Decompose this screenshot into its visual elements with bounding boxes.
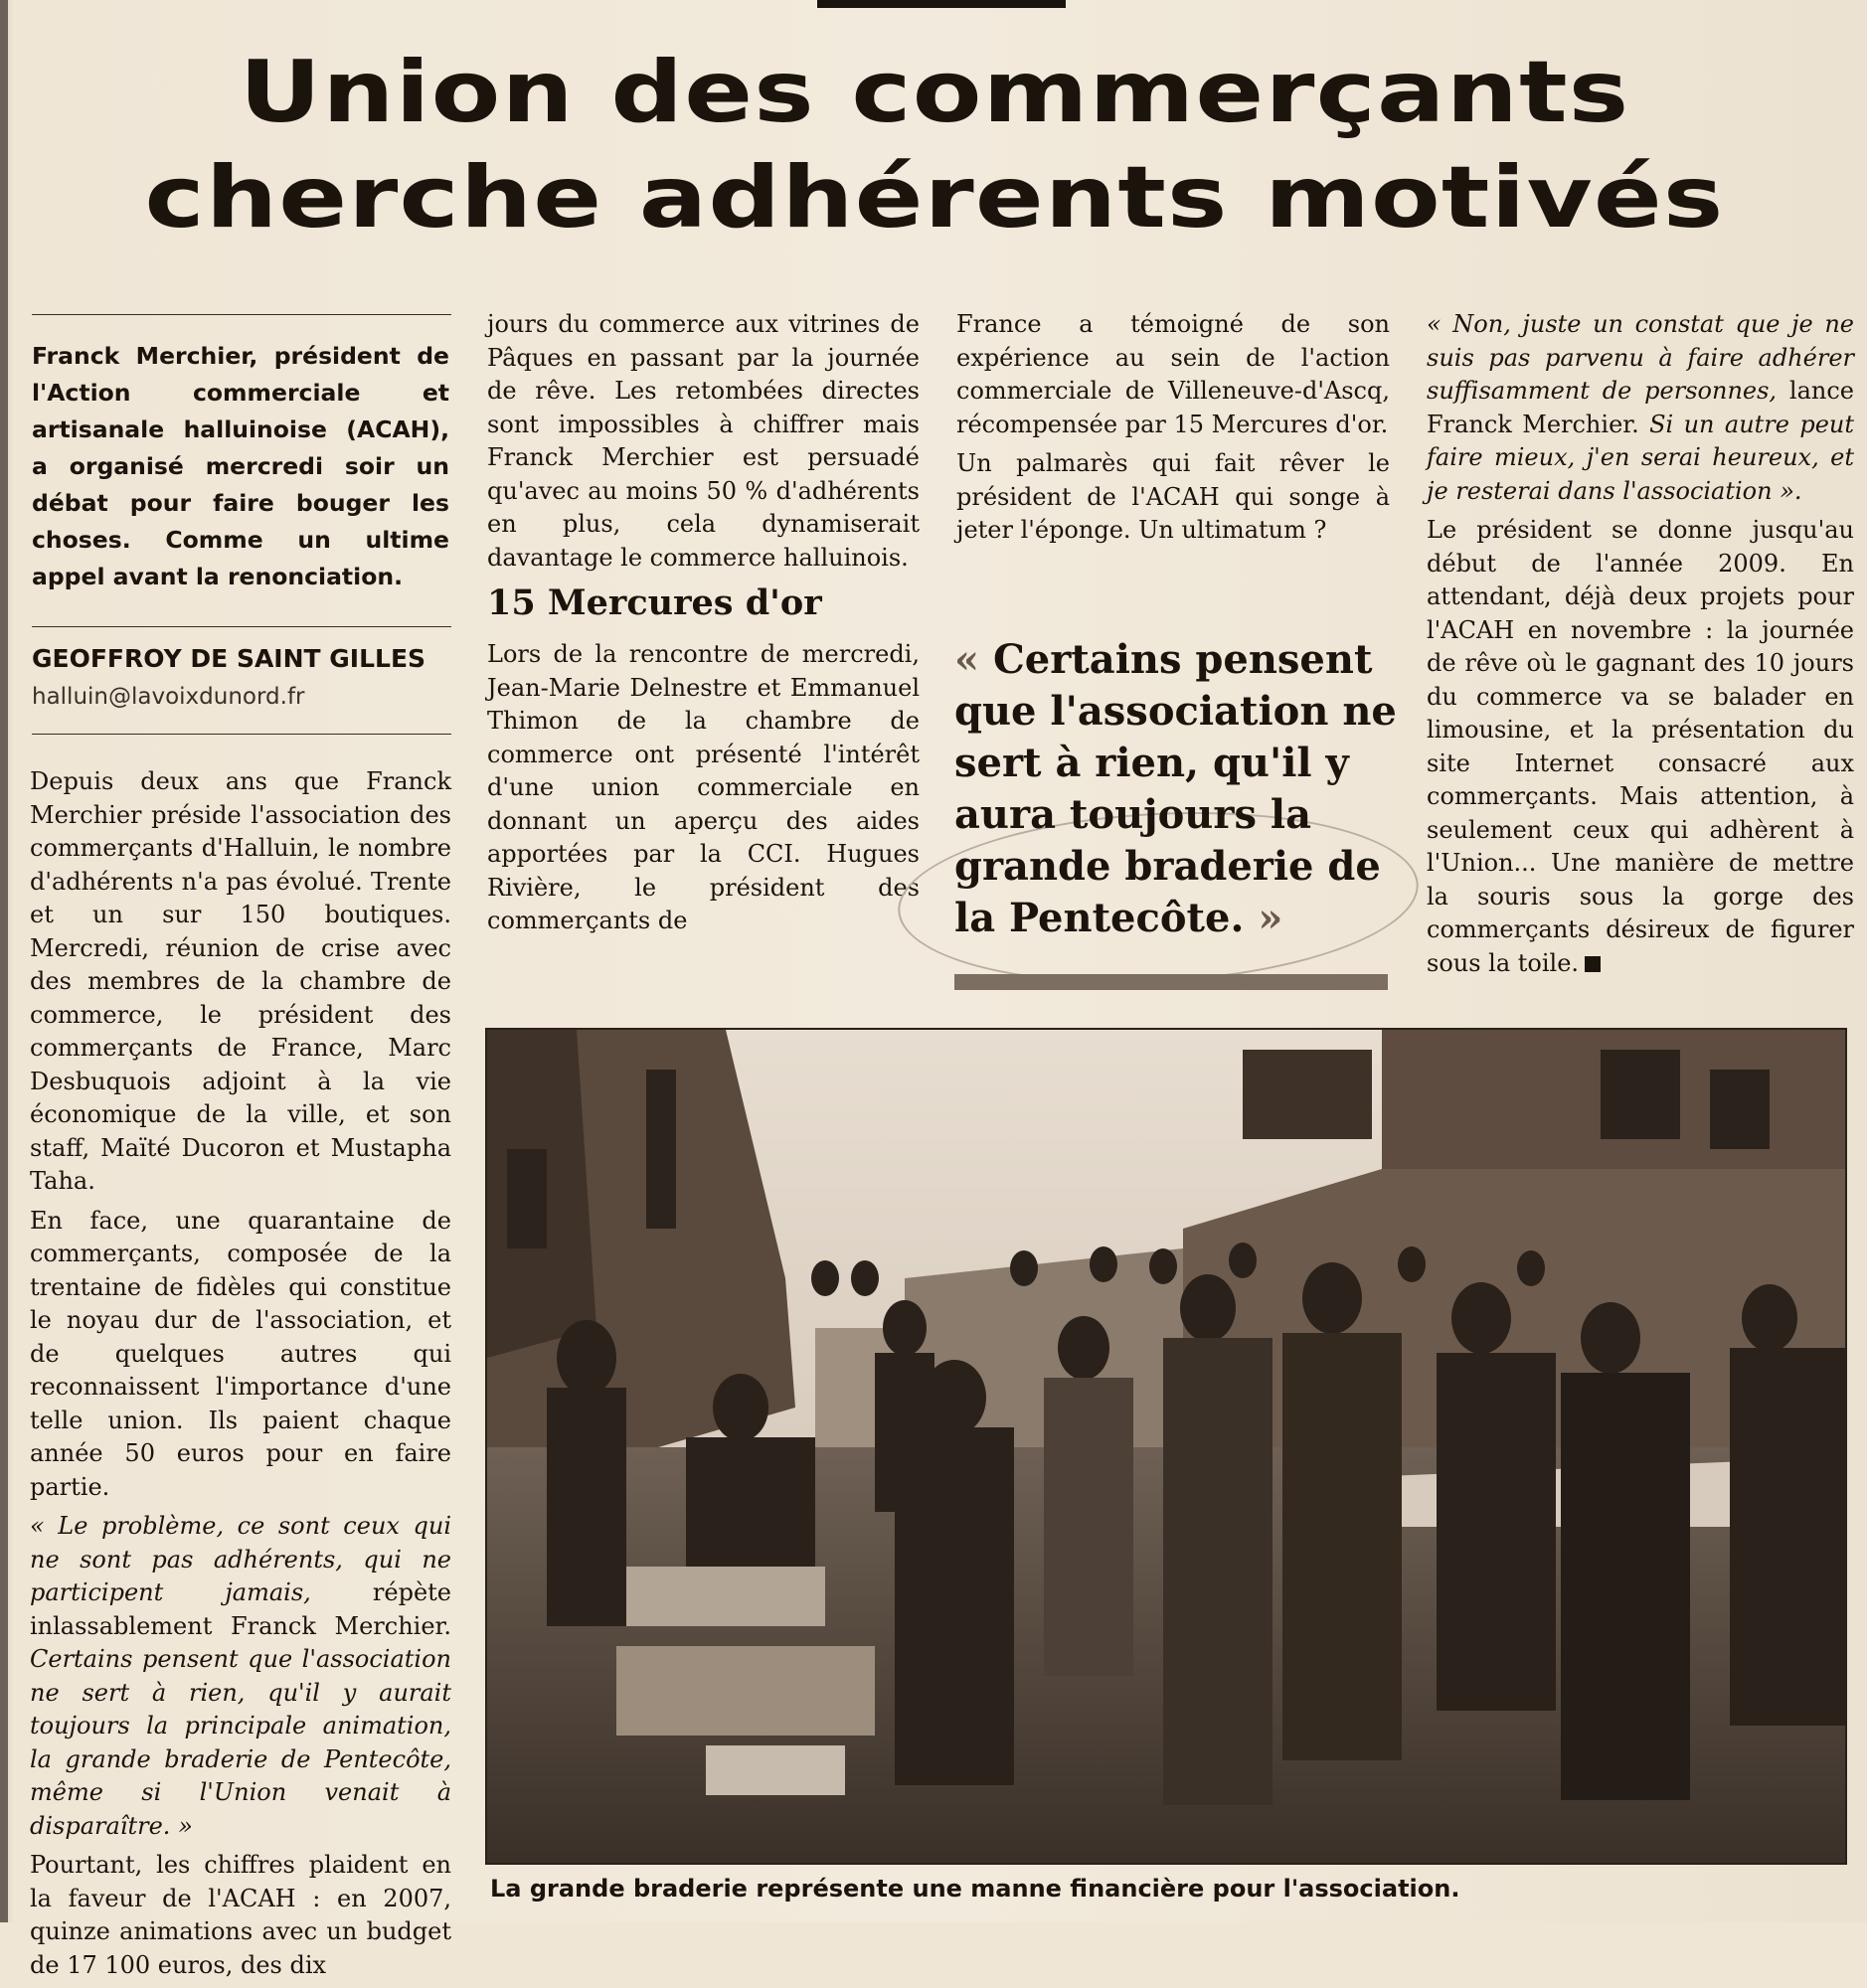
- photo-caption: La grande braderie représente une manne financière pour l'association.: [490, 1875, 1460, 1903]
- end-of-article-square: [1585, 956, 1601, 972]
- col1-paragraph-3: [30, 1510, 451, 1843]
- street-market-illustration: [487, 1030, 1845, 1863]
- col4-quote-part-2: Si un autre peut faire mieux, j'en serai heureux, et je resterai dans l'association ».: [1427, 410, 1855, 505]
- chapo-top-rule: [32, 314, 451, 315]
- column-3: [956, 308, 1390, 554]
- chapo-intro: Franck Merchier, président de l'Action commerciale et artisanale halluinoise (ACAH), a organisé mercredi soir un débat pour faire bouger les choses. Comme un ultime appel avant la renonciation.: [32, 342, 449, 590]
- author-name: GEOFFROY DE SAINT GILLES: [32, 644, 426, 673]
- quote-close-mark: »: [1258, 895, 1283, 941]
- col1-paragraph-4: Pourtant, les chiffres plaident en la faveur de l'ACAH : en 2007, quinze animations avec un budget de 17 100 euros, des dix: [30, 1851, 451, 1979]
- col3-paragraph-1: France a témoigné de son expérience au sein de l'action commerciale de Villeneuve-d'Ascq, récompensée par 15 Mercures d'or.: [956, 310, 1390, 438]
- headline-line-2: cherche adhérents motivés: [144, 148, 1725, 248]
- col2-subhead: 15 Mercures d'or: [487, 582, 822, 623]
- top-rule-bar: [817, 0, 1066, 8]
- col2-paragraph-2: Lors de la rencontre de mercredi, Jean-Marie Delnestre et Emmanuel Thimon de la chambre de commerce ont présenté l'intérêt d'une union commerciale en donnant un aperçu des aides apportées par la CCI. Hugues Rivière, le président des commerçants de: [487, 640, 920, 934]
- column-4: [1427, 308, 1854, 986]
- headline-line-1: Union des commerçants: [239, 43, 1630, 142]
- col4-paragraph-2: [1427, 514, 1854, 980]
- column-1: [30, 765, 451, 1988]
- column-2: [487, 308, 920, 944]
- quote-open-mark: «: [954, 636, 979, 683]
- col4-paragraph-2-text: Le président se donne jusqu'au début de l'année 2009. En attendant, déjà deux projets pour l'ACAH en novembre : la journée de rêve où le gagnant des 10 jours du commerce va se balader en limousine, et la présentation du site Internet consacré aux commerçants. Mais attention, à seulement ceux qui adhèrent à l'Union... Une manière de mettre la souris sous la gorge des commerçants désireux de figurer sous la toile.: [1427, 516, 1854, 977]
- pull-quote-text: Certains pensent que l'association ne sert à rien, qu'il y aura toujours la grande braderie de la Pentecôte.: [954, 636, 1397, 941]
- page-edge: [0, 0, 8, 1922]
- col2-paragraph-1: jours du commerce aux vitrines de Pâques en passant par la journée de rêve. Les retombées directes sont impossibles à chiffrer mais Franck Merchier est persuadé qu'avec au moins 50 % d'adhérents en plus, cela dynamiserait davantage le commerce halluinois.: [487, 310, 920, 572]
- pull-quote-bar: [954, 974, 1388, 990]
- col1-quote-part-2: Certains pensent que l'association ne sert à rien, qu'il y aurait toujours la principale animation, la grande braderie de Pentecôte, même si l'Union venait à disparaître. »: [30, 1645, 451, 1840]
- col1-quote-attribution: répète inlassablement Franck Merchier.: [30, 1578, 451, 1640]
- pull-quote: [954, 634, 1402, 944]
- headline: [8, 40, 1861, 250]
- author-email[interactable]: halluin@lavoixdunord.fr: [32, 684, 305, 710]
- col3-paragraph-2: Un palmarès qui fait rêver le président de l'ACAH qui songe à jeter l'éponge. Un ultimatum ?: [956, 449, 1390, 544]
- col4-paragraph-1: [1427, 308, 1854, 508]
- byline-bottom-rule: [32, 734, 451, 735]
- col1-quote-part-1: « Le problème, ce sont ceux qui ne sont pas adhérents, qui ne participent jamais,: [30, 1512, 451, 1606]
- braderie-photo: [485, 1028, 1847, 1865]
- col4-quote-part-1: « Non, juste un constat que je ne suis pas parvenu à faire adhérer suffisamment de personnes,: [1427, 310, 1854, 405]
- byline-rule: [32, 626, 451, 627]
- col4-quote-attribution: lance Franck Merchier.: [1427, 377, 1855, 438]
- col1-paragraph-1: Depuis deux ans que Franck Merchier préside l'association des commerçants d'Halluin, le nombre d'adhérents n'a pas évolué. Trente et un sur 150 boutiques. Mercredi, réunion de crise avec des membres de la chambre de commerce, le président des commerçants de France, Marc Desbuquois adjoint à la vie économique de la ville, et son staff, Maïté Ducoron et Mustapha Taha.: [30, 767, 451, 1195]
- col1-paragraph-2: En face, une quarantaine de commerçants, composée de la trentaine de fidèles qui constitue le noyau dur de l'association, et de quelques autres qui reconnaissent l'importance d'une telle union. Ils paient chaque année 50 euros pour en faire partie.: [30, 1206, 451, 1501]
